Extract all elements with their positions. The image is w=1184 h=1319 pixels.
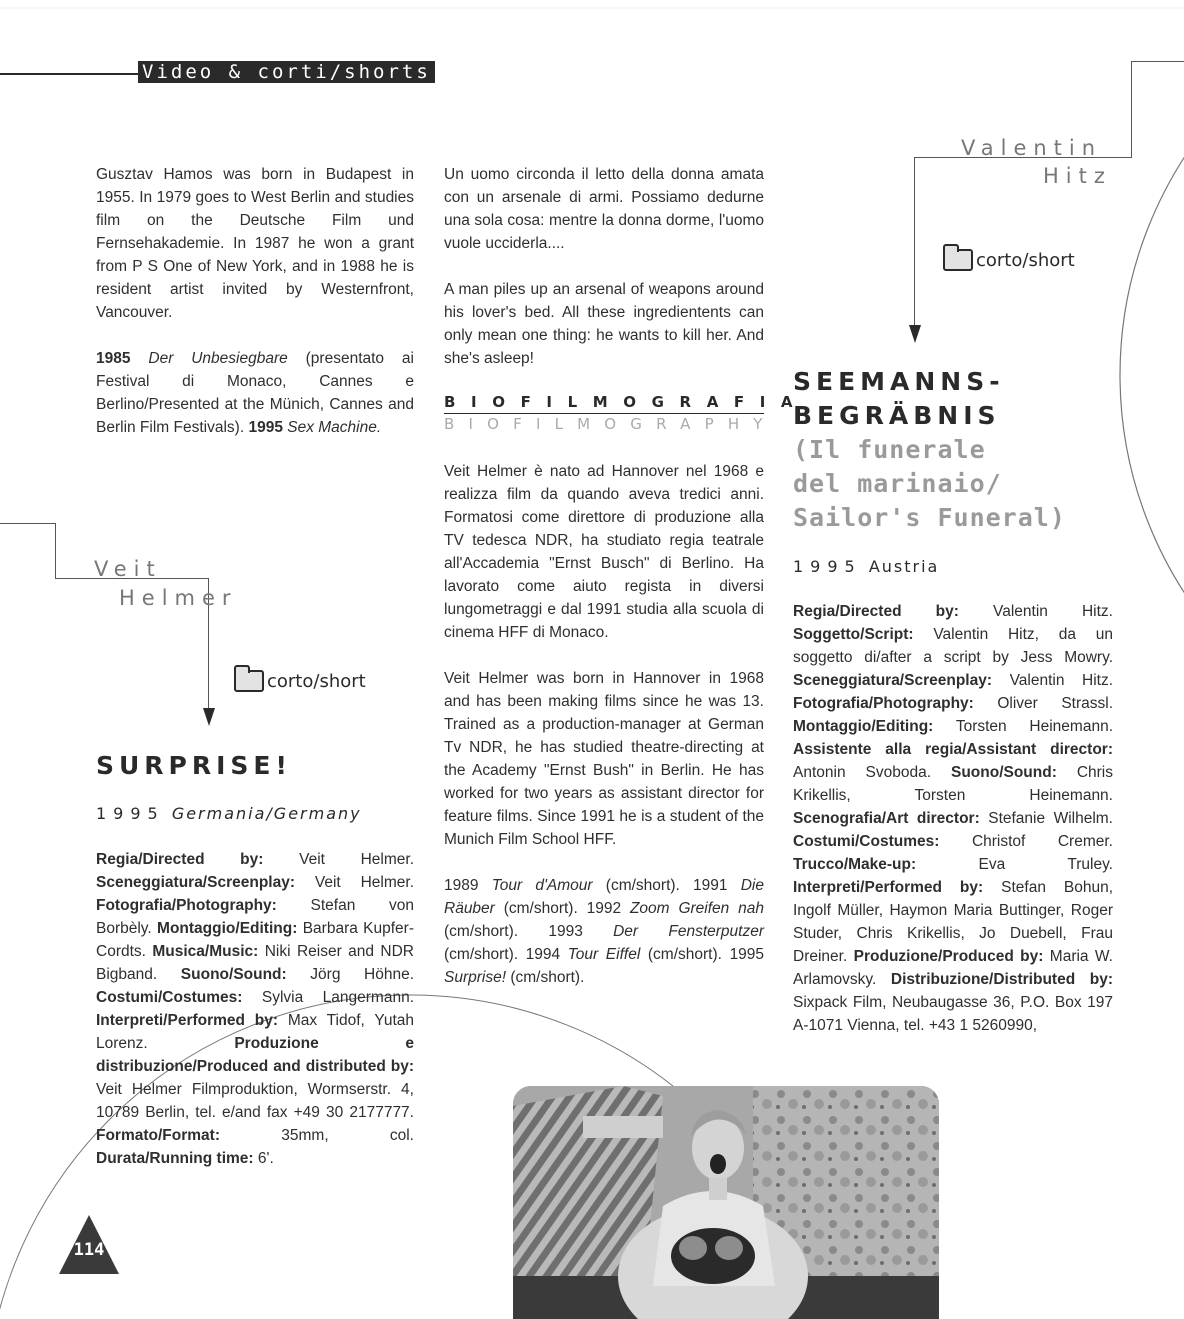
film-subtitle-line1: (Il funerale xyxy=(793,435,986,464)
film-still-illustration xyxy=(513,1086,939,1319)
film-subtitle-line2: del marinaio/ xyxy=(793,469,1002,498)
surprise-credits: Regia/Directed by: Veit Helmer. Sceneggiatura/Screenplay: Veit Helmer. Fotografia/Photography: Stefan von Borbèly. Montaggio/Editing: Barbara Kupfer-Cordts. Musica/Music: Niki Reiser and NDR Bigband. Suono/Sound: Jörg Höhne. Costumi/Costumes: Sylvia Langermann. Interpreti/Performed by: Max Tidof, Yutah Lorenz. Produzione e distribuzione/Produced and distributed by: Veit Helmer Filmproduktion, Wormserstr. 4, 10789 Berlin, tel. e/and fax +49 30 2177777. Formato/Format: 35mm, col. Durata/Running time: 6'. xyxy=(96,851,414,1167)
hamos-filmography: 1985 Der Unbesiegbare (presentato ai Festival di Monaco, Cannes e Berlino/Presented at the Münich, Cannes and Berlin Film Festivals). 1995 Sex Machine. xyxy=(96,350,414,436)
helmer-bio-english: Veit Helmer was born in Hannover in 1968 and has been making films since he was 13. Trained as a production-manager at German Tv NDR, he has studied theatre-directing at the Academy "Ernst Bush" in Berlin. He has worked for two years as assistant director for feature films. Since 1991 he is a student of the Munich Film School HFF. xyxy=(444,670,764,848)
hitz-first-name: Valentin xyxy=(961,136,1103,160)
helmer-bio-block xyxy=(444,460,764,1012)
helmer-connector-top xyxy=(0,523,56,524)
section-title: Video & corti/shorts xyxy=(138,61,435,83)
helmer-bio-italian: Veit Helmer è nato ad Hannover nel 1968 e realizza film da quando aveva tredici anni. Formatosi come direttore di produzione alla TV tedesca NDR, ha studiato regia teatrale all'Accademia "Ernst Busch" di Berlino. Ha lavorato come aiuto regista in diversi lungometraggi e dal 1991 studia alla scuola di cinema HFF di Monaco. xyxy=(444,463,764,641)
film-subtitle-line3: Sailor's Funeral) xyxy=(793,503,1066,532)
film-still-photo xyxy=(513,1086,939,1319)
folder-icon xyxy=(234,670,264,692)
hamos-bio: Gusztav Hamos was born in Budapest in 1955. In 1979 goes to West Berlin and studies film on the Deutsche Film und Fernsehakademie. In 1987 he won a grant from P S One of New York, and in 1988 he is resident artist invited by Westernfront, Vancouver. xyxy=(96,166,414,321)
director-last-name: Helmer xyxy=(119,586,238,610)
hamos-bio-block xyxy=(96,163,414,462)
synopsis-italian: Un uomo circonda il letto della donna amata con un arsenale di armi. Possiamo dedurne una sola cosa: mentre la donna dorme, l'uomo vuole ucciderla.... xyxy=(444,166,764,252)
film-title-surprise: SURPRISE! xyxy=(96,751,292,780)
helmer-arrow-icon xyxy=(203,708,215,726)
helmer-filmography: 1989 Tour d'Amour (cm/short). 1991 Die Räuber (cm/short). 1992 Zoom Greifen nah (cm/short). 1993 Der Fensterputzer (cm/short). 1994 Tour Eiffel (cm/short). 1995 Surprise! (cm/short). xyxy=(444,877,765,986)
page-number: 114 xyxy=(73,1240,105,1260)
synopsis-english: A man piles up an arsenal of weapons around his lover's bed. All these ingredientents can only mean one thing: he wants to kill her. And she's asleep! xyxy=(444,281,764,367)
header-rule xyxy=(0,73,140,75)
hitz-connector-right xyxy=(1131,61,1132,158)
seemanns-credits: Regia/Directed by: Valentin Hitz. Soggetto/Script: Valentin Hitz, da un soggetto di/after a script by Jess Mowry. Sceneggiatura/Screenplay: Valentin Hitz. Fotografia/Photography: Oliver Strassl. Montaggio/Editing: Torsten Heinemann. Assistente alla regia/Assistant director: Antonin Svoboda. Suono/Sound: Chris Krikellis, Torsten Heinemann. Scenografia/Art director: Stefanie Wilhelm. Costumi/Costumes: Christof Cremer. Trucco/Make-up: Eva Truley. Interpreti/Performed by: Stefan Bohun, Ingolf Müller, Haymon Maria Buttinger, Roger Studer, Chris Krikellis, Jo Duebell, Frau Dreiner. Produzione/Produced by: Maria W. Arlamovsky. Distribuzione/Distributed by: Sixpack Film, Neubaugasse 36, P.O. Box 197 A-1071 Vienna, tel. +43 1 5260990, xyxy=(793,603,1114,1034)
film-year-country-seemanns: 1995 Austria xyxy=(793,557,940,576)
director-first-name: Veit xyxy=(94,557,162,581)
biofilmography-heading: BIOFILMOGRAPHY xyxy=(444,415,777,433)
biofilmografia-rule xyxy=(444,413,764,414)
folder-icon-hitz xyxy=(943,249,973,271)
biofilmografia-heading: BIOFILMOGRAFIA xyxy=(444,393,809,411)
film-title-line1: SEEMANNS- xyxy=(793,367,1005,396)
synopsis-block xyxy=(444,163,764,393)
hitz-last-name: Hitz xyxy=(1043,164,1112,188)
helmer-connector-left xyxy=(55,523,56,579)
hitz-connector-top xyxy=(1131,61,1184,62)
film-title-line2: BEGRÄBNIS xyxy=(793,401,1001,430)
hitz-connector-drop xyxy=(914,157,915,325)
hitz-arrow-icon xyxy=(909,325,921,343)
seemanns-title-block xyxy=(793,365,1123,535)
film-year-country-surprise: 1995 Germania/Germany xyxy=(96,804,362,823)
type-label-hitz: corto/short xyxy=(943,249,1075,271)
type-label-helmer: corto/short xyxy=(234,670,366,692)
